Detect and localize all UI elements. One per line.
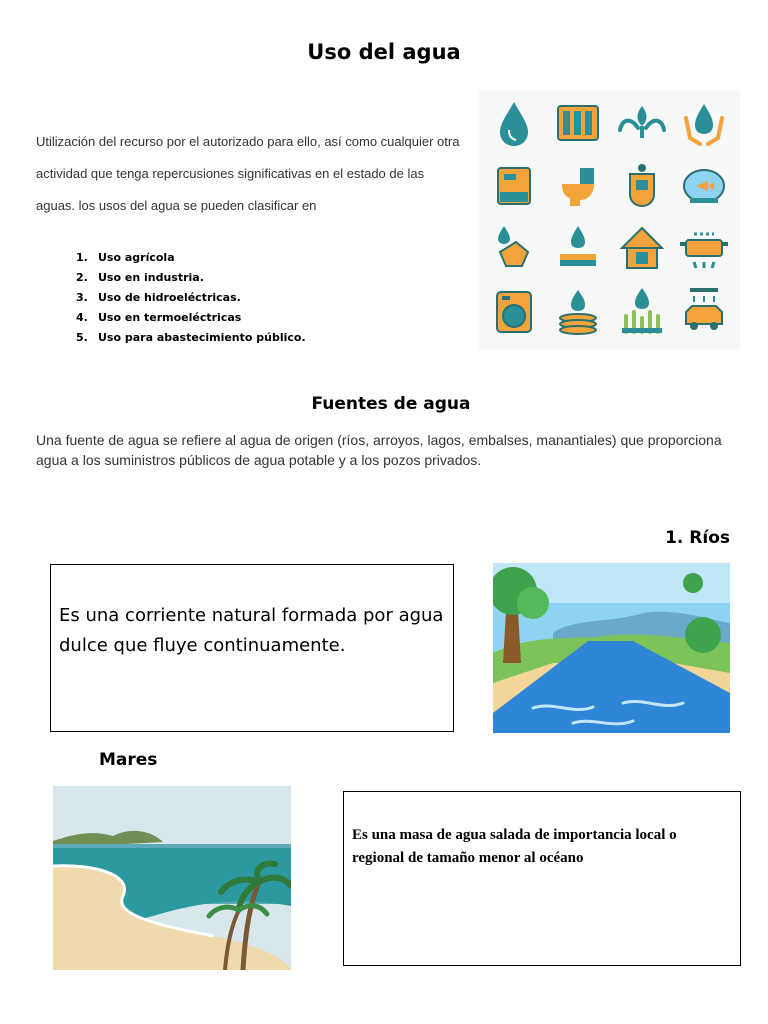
shower-icon (498, 168, 530, 204)
section-heading-fuentes: Fuentes de agua (311, 394, 471, 414)
list-item: 5. Uso para abastecimiento público. (76, 331, 306, 344)
list-item: 4. Uso en termoeléctricas (76, 311, 242, 324)
radiator-icon (558, 106, 598, 140)
river-illustration (493, 563, 730, 733)
mares-definition-box (343, 791, 741, 966)
mares-definition-text: Es una masa de agua salada de importancia local o regional de tamaño menor al océano (352, 827, 677, 866)
uses-list (76, 248, 306, 348)
rios-definition-box (50, 564, 454, 732)
water-icons-grid (478, 90, 740, 350)
rios-definition-text: Es una corriente natural formada por agua dulce que fluye continuamente. (59, 605, 444, 656)
section-heading-mares: Mares (99, 750, 158, 770)
list-item: 2. Uso en industria. (76, 271, 204, 284)
aquarium-icon (684, 170, 724, 203)
sea-illustration (53, 786, 291, 970)
intro-paragraph: Utilización del recurso por el autorizado para ello, así como cualquier otra actividad que tenga repercusiones significativas en el estado de las aguas. los usos del agua se pueden clasificar en (36, 134, 460, 213)
fuentes-paragraph: Una fuente de agua se refiere al agua de origen (ríos, arroyos, lagos, embalses, manantiales) que proporciona agua a los suministros públicos de agua potable y a los pozos privados. (36, 432, 722, 468)
washing-machine-icon (497, 292, 531, 332)
list-item: 1. Uso agrícola (76, 251, 175, 264)
section-heading-rios: 1. Ríos (665, 528, 730, 548)
page-title: Uso del agua (307, 40, 461, 64)
list-item: 3. Uso de hidroeléctricas. (76, 291, 241, 304)
